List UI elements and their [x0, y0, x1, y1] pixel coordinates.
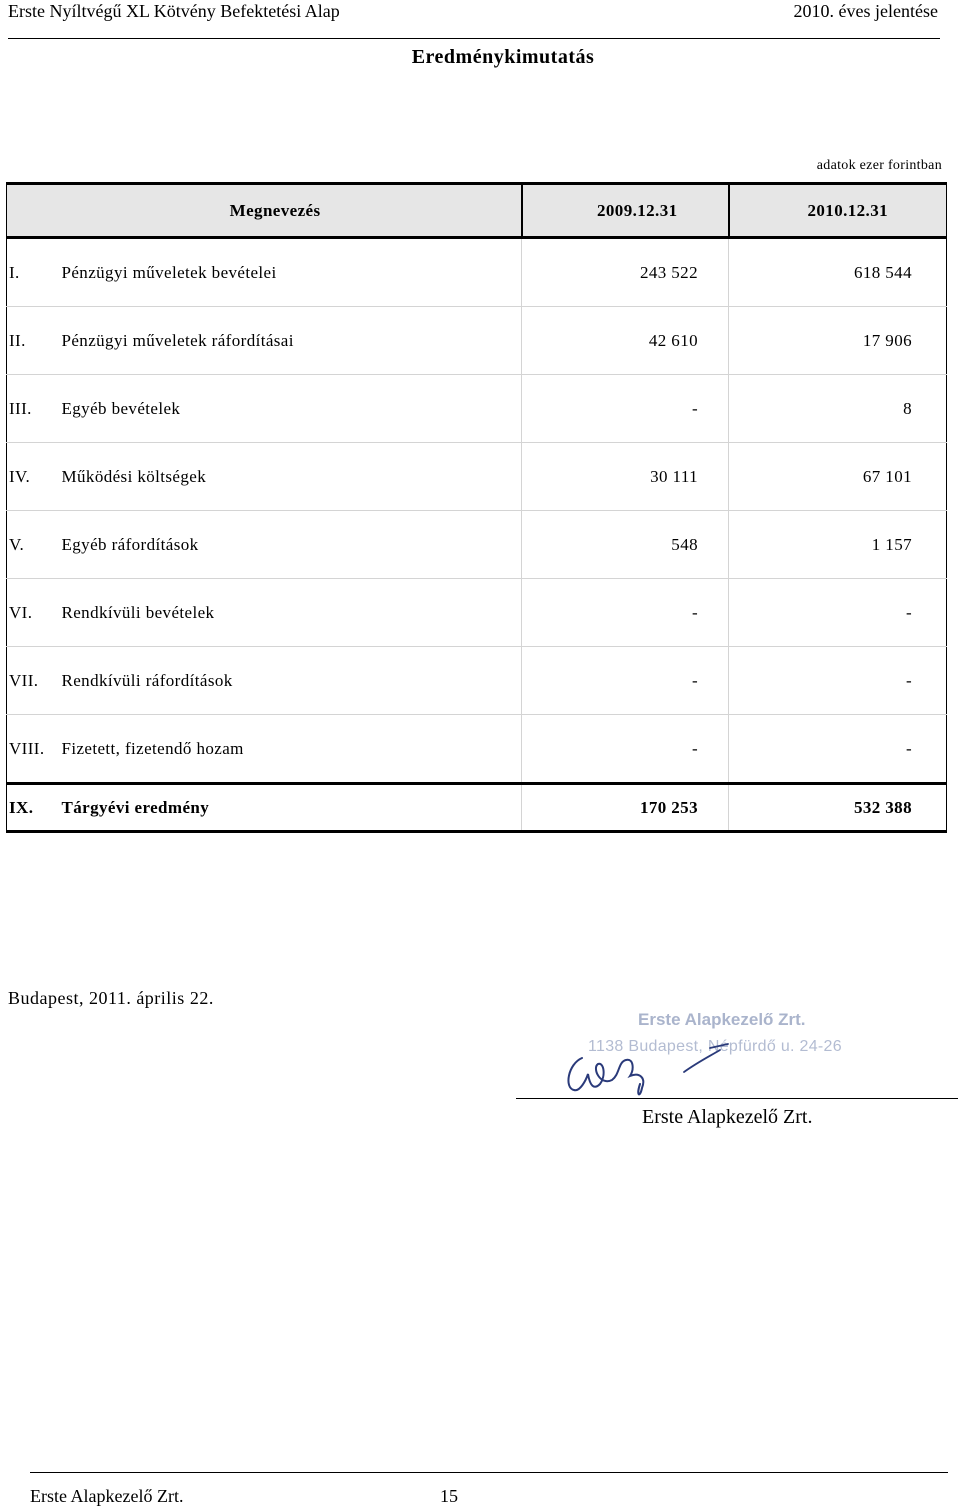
- income-statement-table: [6, 182, 947, 833]
- table-row: [7, 375, 947, 443]
- company-stamp: Erste Alapkezelő Zrt.: [638, 1010, 806, 1029]
- column-header-2009: 2009.12.31: [522, 184, 729, 238]
- header-divider: [8, 38, 940, 39]
- column-header-2010: 2010.12.31: [729, 184, 947, 238]
- table-header-row: [7, 184, 947, 238]
- row-value-2009: -: [522, 375, 729, 443]
- total-value-2009: 170 253: [522, 784, 729, 832]
- row-name: Pénzügyi műveletek bevételei: [59, 238, 522, 307]
- table-row: [7, 443, 947, 511]
- row-value-2009: 42 610: [522, 307, 729, 375]
- total-value-2010: 532 388: [729, 784, 947, 832]
- signature-line: [516, 1098, 958, 1099]
- total-row-number: IX.: [7, 784, 59, 832]
- row-value-2009: -: [522, 579, 729, 647]
- page-number: 15: [440, 1486, 458, 1506]
- handwritten-signature: [560, 1040, 740, 1100]
- place-and-date: Budapest, 2011. április 22.: [8, 988, 214, 1008]
- page-title: Eredménykimutatás: [411, 46, 595, 68]
- row-number: VII.: [7, 647, 59, 715]
- row-value-2010: -: [729, 715, 947, 784]
- total-row-name: Tárgyévi eredmény: [59, 784, 522, 832]
- row-number: II.: [7, 307, 59, 375]
- table-row: [7, 579, 947, 647]
- header-report-year: 2010. éves jelentése: [793, 1, 938, 21]
- footer-divider: [30, 1472, 948, 1473]
- footer-company: Erste Alapkezelő Zrt.: [30, 1486, 184, 1506]
- row-number: I.: [7, 238, 59, 307]
- row-name: Működési költségek: [59, 443, 522, 511]
- header-fund-name: Erste Nyíltvégű XL Kötvény Befektetési Alap: [8, 1, 340, 21]
- table-row: [7, 511, 947, 579]
- row-number: IV.: [7, 443, 59, 511]
- row-value-2010: -: [729, 579, 947, 647]
- row-value-2010: 17 906: [729, 307, 947, 375]
- signer-name: Erste Alapkezelő Zrt.: [642, 1106, 813, 1128]
- total-row: [7, 784, 947, 832]
- row-name: Rendkívüli bevételek: [59, 579, 522, 647]
- row-name: Fizetett, fizetendő hozam: [61, 738, 244, 758]
- row-name: Pénzügyi műveletek ráfordításai: [59, 307, 522, 375]
- row-name: Rendkívüli ráfordítások: [59, 647, 522, 715]
- row-value-2009: 548: [522, 511, 729, 579]
- row-number: V.: [7, 511, 59, 579]
- row-value-2010: 67 101: [729, 443, 947, 511]
- row-name: Egyéb ráfordítások: [59, 511, 522, 579]
- row-name: Egyéb bevételek: [59, 375, 522, 443]
- table-row: [7, 238, 947, 307]
- row-value-2010: 8: [729, 375, 947, 443]
- row-value-2009: 30 111: [522, 443, 729, 511]
- row-value-2009: -: [522, 647, 729, 715]
- table-row: [7, 647, 947, 715]
- unit-note: adatok ezer forintban: [816, 158, 942, 173]
- row-number: VI.: [7, 579, 59, 647]
- row-value-2010: -: [729, 647, 947, 715]
- company-stamp-address: 1138 Budapest, Népfürdő u. 24-26: [588, 1038, 842, 1055]
- column-header-name: Megnevezés: [7, 184, 522, 238]
- row-value-2010: 618 544: [729, 238, 947, 307]
- row-value-2010: 1 157: [729, 511, 947, 579]
- table-row: [7, 715, 947, 784]
- row-number: VIII.: [7, 715, 59, 784]
- row-value-2009: -: [522, 715, 729, 784]
- row-value-2009: 243 522: [522, 238, 729, 307]
- row-number: III.: [7, 375, 59, 443]
- table-row: [7, 307, 947, 375]
